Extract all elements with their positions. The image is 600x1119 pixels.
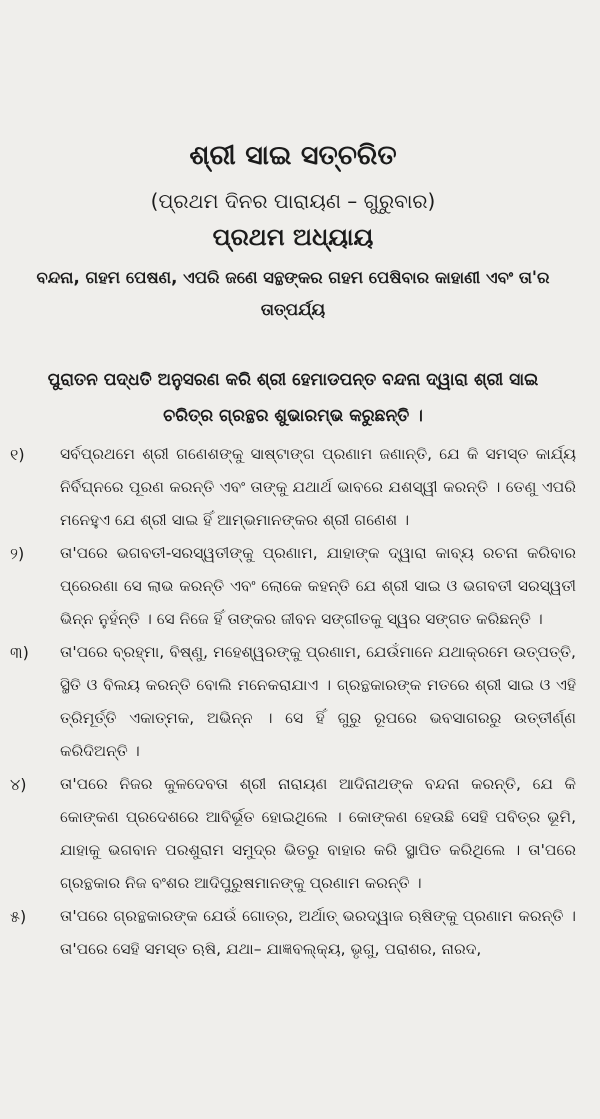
book-title: ଶ୍ରୀ ସାଇ ସତ୍‌ଚରିତ — [189, 140, 397, 171]
chapter-description: ବନ୍ଦନା, ଗହମ ପେଷଣ, ଏପରି ଜଣେ ସନ୍ଥଙ୍କର ଗହମ ପେଷିବାର କାହାଣୀ ଏବଂ ତା'ର ତାତ୍ପର୍ଯ୍ୟ — [36, 268, 550, 319]
verse-item — [10, 537, 576, 636]
verse-number: ୧) — [10, 445, 25, 464]
verse-text: ତା'ପରେ ବ୍ରହ୍ମା, ବିଷ୍ଣୁ, ମହେଶ୍ୱରଙ୍କୁ ପ୍ରଣାମ, ଯେଉଁମାନେ ଯଥାକ୍ରମେ ଉତ୍ପତ୍ତି, ସ୍ଥିତି ଓ ବିଲୟ କରନ୍ତି ବୋଲି ମନେକରାଯାଏ । ଗ୍ରନ୍ଥକାରଙ୍କ ମତରେ ଶ୍ରୀ ସାଇ ଓ ଏହି ତ୍ରିମୂର୍ତ୍ତି ଏକାତ୍ମକ, ଅଭିନ୍ନ । ସେ ହିଁ ଗୁରୁ ରୂପରେ ଭବସାଗରରୁ ଉତ୍ତୀର୍ଣ୍ଣ କରିଦିଅନ୍ତି । — [60, 643, 576, 760]
verse-item — [10, 438, 576, 537]
verse-number: ୩) — [10, 643, 29, 662]
verse-text: ତା'ପରେ ନିଜର କୁଳଦେବତା ଶ୍ରୀ ନାରାୟଣ ଆଦିନାଥଙ୍କ ବନ୍ଦନା କରନ୍ତି, ଯେ କି କୋଙ୍କଣ ପ୍ରଦେଶରେ ଆବିର୍ଭୂତ ହୋଇଥିଲେ । କୋଙ୍କଣ ହେଉଛି ସେହି ପବିତ୍ର ଭୂମି, ଯାହାକୁ ଭଗବାନ ପରଶୁରାମ ସମୁଦ୍ର ଭିତରୁ ବାହାର କରି ସ୍ଥାପିତ କରିଥିଲେ । ତା'ପରେ ଗ୍ରନ୍ଥକାର ନିଜ ବଂଶର ଆଦିପୁରୁଷମାନଙ୍କୁ ପ୍ରଣାମ କରନ୍ତି । — [60, 775, 576, 892]
verse-text: ସର୍ବପ୍ରଥମେ ଶ୍ରୀ ଗଣେଶଙ୍କୁ ସାଷ୍ଟାଙ୍ଗ ପ୍ରଣାମ ଜଣାନ୍ତି, ଯେ କି ସମସ୍ତ କାର୍ଯ୍ୟ ନିର୍ବିଘ୍ନରେ ପୂରଣ କରନ୍ତି ଏବଂ ତାଙ୍କୁ ଯଥାର୍ଥ ଭାବରେ ଯଶସ୍ୱୀ କରନ୍ତି । ତେଣୁ ଏପରି ମନେହୁଏ ଯେ ଶ୍ରୀ ସାଇ ହିଁ ଆମ୍ଭମାନଙ୍କର ଶ୍ରୀ ଗଣେଶ । — [60, 445, 576, 529]
verse-list — [10, 438, 576, 966]
verse-item — [10, 768, 576, 900]
chapter-heading: ପ୍ରଥମ ଅଧ୍ୟାୟ — [212, 223, 374, 251]
verse-text: ତା'ପରେ ଗ୍ରନ୍ଥକାରଙ୍କ ଯେଉଁ ଗୋତ୍ର, ଅର୍ଥାତ୍ ଭରଦ୍ୱାଜ ଋଷିଙ୍କୁ ପ୍ରଣାମ କରନ୍ତି । ତା'ପରେ ସେହି ସମସ୍ତ ଋଷି, ଯଥା– ଯାଜ୍ଞବଲ୍କ୍ୟ, ଭୃଗୁ, ପରାଶର, ନାରଦ, — [60, 907, 576, 958]
intro-paragraph: ପୁରାତନ ପଦ୍ଧତି ଅନୁସରଣ କରି ଶ୍ରୀ ହେମାଡପନ୍ତ ବନ୍ଦନା ଦ୍ୱାରା ଶ୍ରୀ ସାଇ ଚରିତ୍ର ଗ୍ରନ୍ଥର ଶୁଭାରମ୍ଭ କରୁଛନ୍ତି । — [47, 370, 539, 426]
verse-text: ତା'ପରେ ଭଗବତୀ-ସରସ୍ୱତୀଙ୍କୁ ପ୍ରଣାମ, ଯାହାଙ୍କ ଦ୍ୱାରା କାବ୍ୟ ରଚନା କରିବାର ପ୍ରେରଣା ସେ ଲାଭ କରନ୍ତି ଏବଂ ଲୋକେ କହନ୍ତି ଯେ ଶ୍ରୀ ସାଇ ଓ ଭଗବତୀ ସରସ୍ୱତୀ ଭିନ୍ନ ନୁହଁନ୍ତି । ସେ ନିଜେ ହିଁ ତାଙ୍କର ଜୀବନ ସଙ୍ଗୀତକୁ ସ୍ୱର ସଙ୍ଗତ କରିଛନ୍ତି । — [60, 544, 576, 628]
verse-number: ୫) — [10, 907, 27, 926]
verse-item — [10, 636, 576, 768]
verse-item — [10, 900, 576, 966]
verse-number: ୨) — [10, 544, 25, 563]
verse-number: ୪) — [10, 775, 27, 794]
reading-day-subtitle: (ପ୍ରଥମ ଦିନର ପାରାୟଣ – ଗୁରୁବାର) — [150, 189, 436, 213]
